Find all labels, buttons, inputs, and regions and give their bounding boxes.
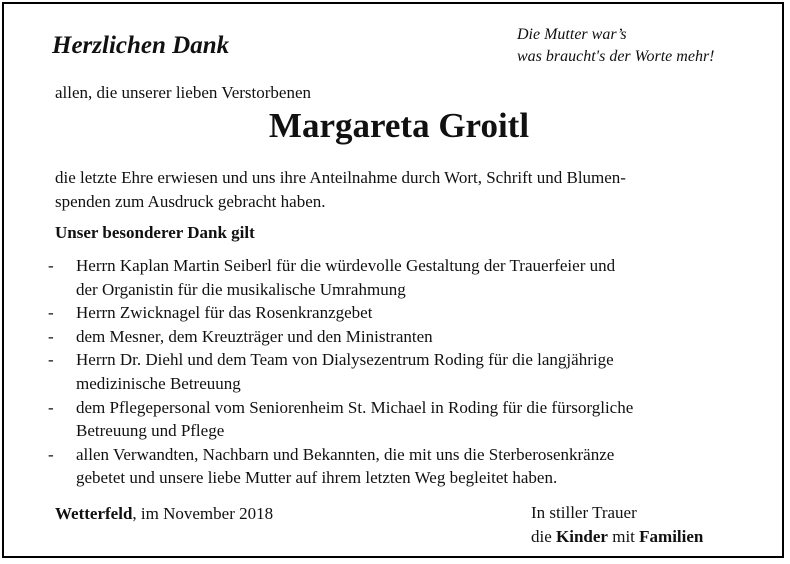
mourning-line-2 [531,525,703,549]
list-item-line: dem Mesner, dem Kreuzträger und den Ministranten [76,326,433,346]
list-item [48,254,633,301]
list-item-line: allen Verwandten, Nachbarn und Bekannten, die mit uns die Sterberosenkränze [76,444,615,464]
list-item [48,396,633,443]
list-item [48,443,633,490]
list-dash: - [48,397,54,417]
place-name: Wetterfeld [55,504,133,523]
notice-frame [2,2,784,558]
date-text: , im November 2018 [132,504,274,523]
body-line-2: spenden zum Ausdruck gebracht haben. [55,192,326,211]
mourning-prefix: die [531,527,557,546]
list-item-line: gebetet und unsere liebe Mutter auf ihrem letzten Weg begleitet haben. [76,468,558,488]
list-item-line: Herrn Kaplan Martin Seiberl für die würdevolle Gestaltung der Trauerfeier und [76,256,616,275]
motto-quote [517,24,715,68]
header-title: Herzlichen Dank [52,32,230,59]
deceased-name: Margareta Groitl [268,106,530,145]
motto-line-2: was braucht's der Worte mehr! [517,48,715,65]
list-item-line: der Organistin für die musikalische Umrahmung [76,279,406,299]
list-item-line: medizinische Betreuung [76,373,241,393]
thanks-list [48,254,633,490]
list-item [48,301,633,325]
intro-text: allen, die unserer lieben Verstorbenen [55,83,312,102]
motto-line-1: Die Mutter war’s [517,26,627,43]
list-dash: - [48,444,54,464]
mourning-families: Familien [639,527,704,546]
mourning-signature [531,501,703,549]
mourning-children: Kinder [556,527,608,546]
list-item-line: Betreuung und Pflege [76,421,225,441]
body-line-1: die letzte Ehre erwiesen und uns ihre Anteilnahme durch Wort, Schrift und Blumen- [55,168,626,187]
list-dash: - [48,326,54,346]
place-date [55,504,273,524]
list-dash: - [48,303,54,323]
list-item [48,348,633,395]
thanks-heading: Unser besonderer Dank gilt [55,223,255,242]
body-paragraph [55,166,626,214]
mourning-line-1: In stiller Trauer [531,503,637,522]
mourning-mid: mit [607,527,640,546]
list-item-line: Herrn Zwicknagel für das Rosenkranzgebet [76,303,373,323]
list-item [48,325,633,349]
list-dash: - [48,256,54,275]
list-item-line: Herrn Dr. Diehl und dem Team von Dialysezentrum Roding für die langjährige [76,350,614,370]
list-dash: - [48,350,54,370]
list-item-line: dem Pflegepersonal vom Seniorenheim St. Michael in Roding für die fürsorgliche [76,397,634,417]
